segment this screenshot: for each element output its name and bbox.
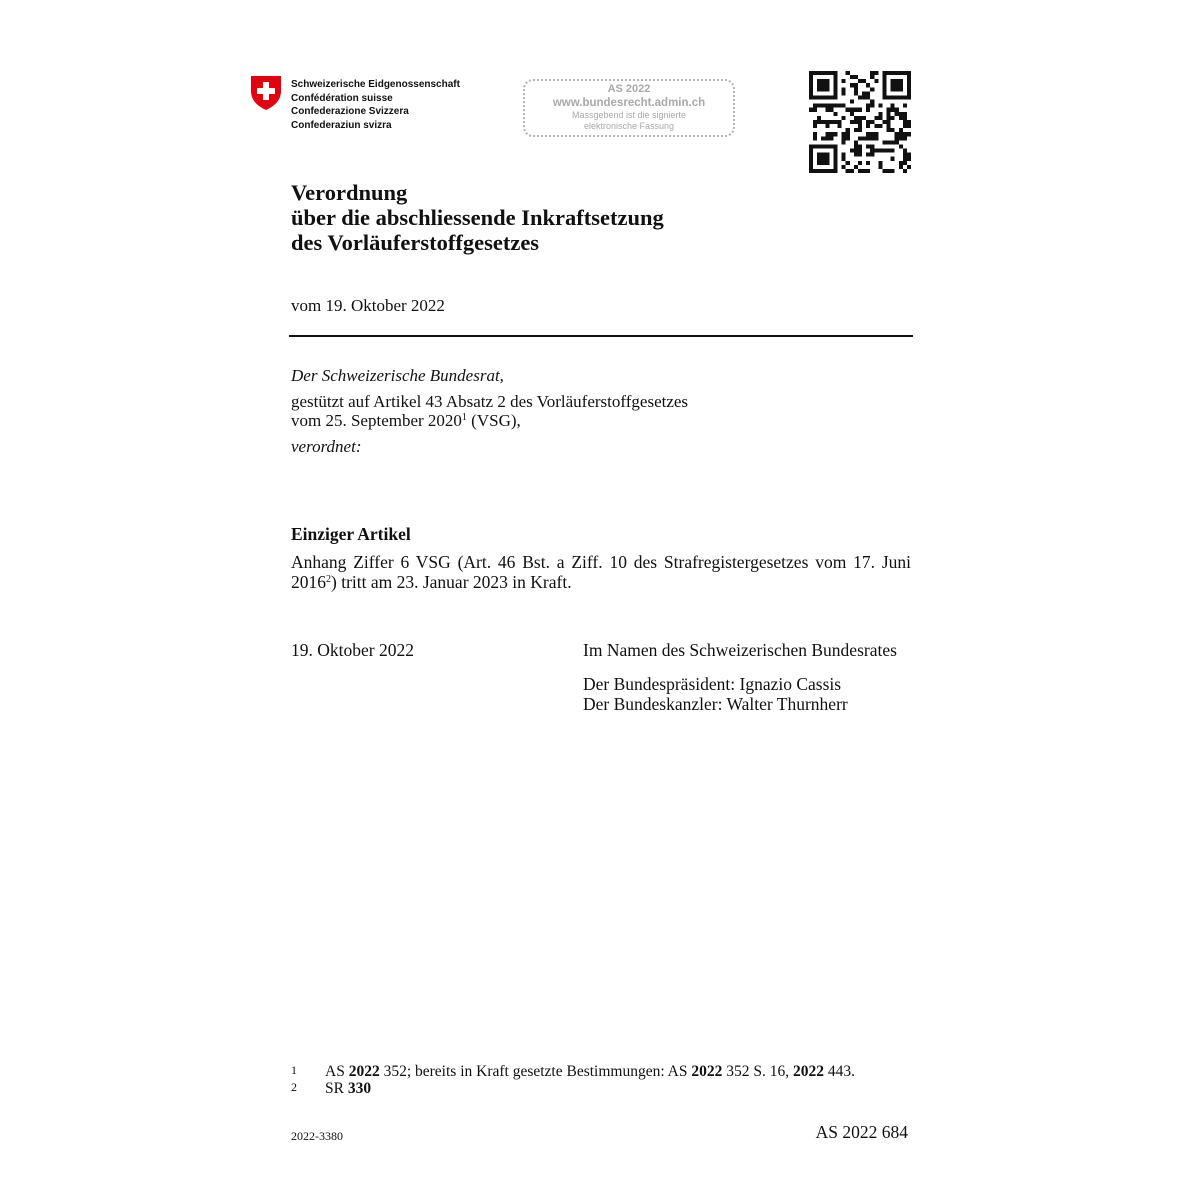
footnotes (291, 1063, 855, 1097)
signature-president: Der Bundespräsident: Ignazio Cassis (583, 674, 842, 694)
official-publication-stamp (523, 79, 735, 137)
footnote-text: SR 330 (325, 1080, 372, 1097)
signature-block (583, 640, 897, 714)
signature-date: 19. Oktober 2022 (291, 640, 414, 660)
preamble-basis-line-2 (291, 411, 688, 431)
article-text-a: Anhang Ziffer 6 VSG (Art. 46 Bst. a Ziff. 10 des Strafregistergesetzes vom 17. Juni 2016 (291, 552, 911, 592)
qr-code-icon (809, 71, 911, 173)
footnote-ref-2[interactable]: 2 (326, 574, 331, 585)
confederation-name-fr: Confédération suisse (291, 92, 393, 104)
basis-text: vom 25. September 2020 (291, 411, 462, 430)
title-divider (289, 335, 913, 337)
title-line-3: des Vorläuferstoffgesetzes (291, 230, 540, 255)
basis-abbrev: (VSG), (466, 411, 521, 430)
document-title (291, 180, 664, 255)
confederation-names (291, 78, 460, 132)
title-line-1: Verordnung (291, 180, 408, 205)
footnote-2 (291, 1080, 855, 1097)
swiss-coat-of-arms-icon (250, 75, 282, 111)
footnote-number: 1 (291, 1063, 297, 1077)
confederation-name-de: Schweizerische Eidgenossenschaft (291, 79, 460, 90)
as-reference: AS 2022 684 (815, 1122, 908, 1142)
preamble-authority: Der Schweizerische Bundesrat, (291, 366, 504, 385)
confederation-name-rm: Confederaziun svizra (291, 119, 392, 131)
footnote-ref-1[interactable]: 1 (461, 412, 467, 423)
preamble (291, 366, 688, 456)
stamp-note-1: Massgebend ist die signierte (571, 110, 687, 120)
stamp-as-number: AS 2022 (607, 83, 651, 95)
title-line-2: über die abschliessende Inkraftsetzung (291, 205, 664, 230)
article-title: Einziger Artikel (291, 524, 411, 544)
footnote-text: AS 2022 352; bereits in Kraft gesetzte Bestimmungen: AS 2022 352 S. 16, 2022 443. (325, 1063, 855, 1080)
preamble-basis-line-1: gestützt auf Artikel 43 Absatz 2 des Vorläuferstoffgesetzes (291, 391, 689, 411)
footnote-1 (291, 1063, 855, 1080)
stamp-note-2: elektronische Fassung (583, 121, 675, 131)
article-text-b: ) tritt am 23. Januar 2023 in Kraft. (331, 572, 572, 592)
signature-chancellor: Der Bundeskanzler: Walter Thurnherr (583, 694, 848, 714)
stamp-website: www.bundesrecht.admin.ch (552, 97, 706, 109)
document-id: 2022-3380 (291, 1129, 343, 1143)
article-body (291, 552, 911, 592)
ordinance-date: vom 19. Oktober 2022 (291, 296, 445, 315)
footnote-number: 2 (291, 1080, 297, 1094)
preamble-decrees: verordnet: (291, 436, 362, 456)
confederation-name-it: Confederazione Svizzera (291, 106, 409, 117)
signature-on-behalf: Im Namen des Schweizerischen Bundesrates (583, 640, 897, 660)
